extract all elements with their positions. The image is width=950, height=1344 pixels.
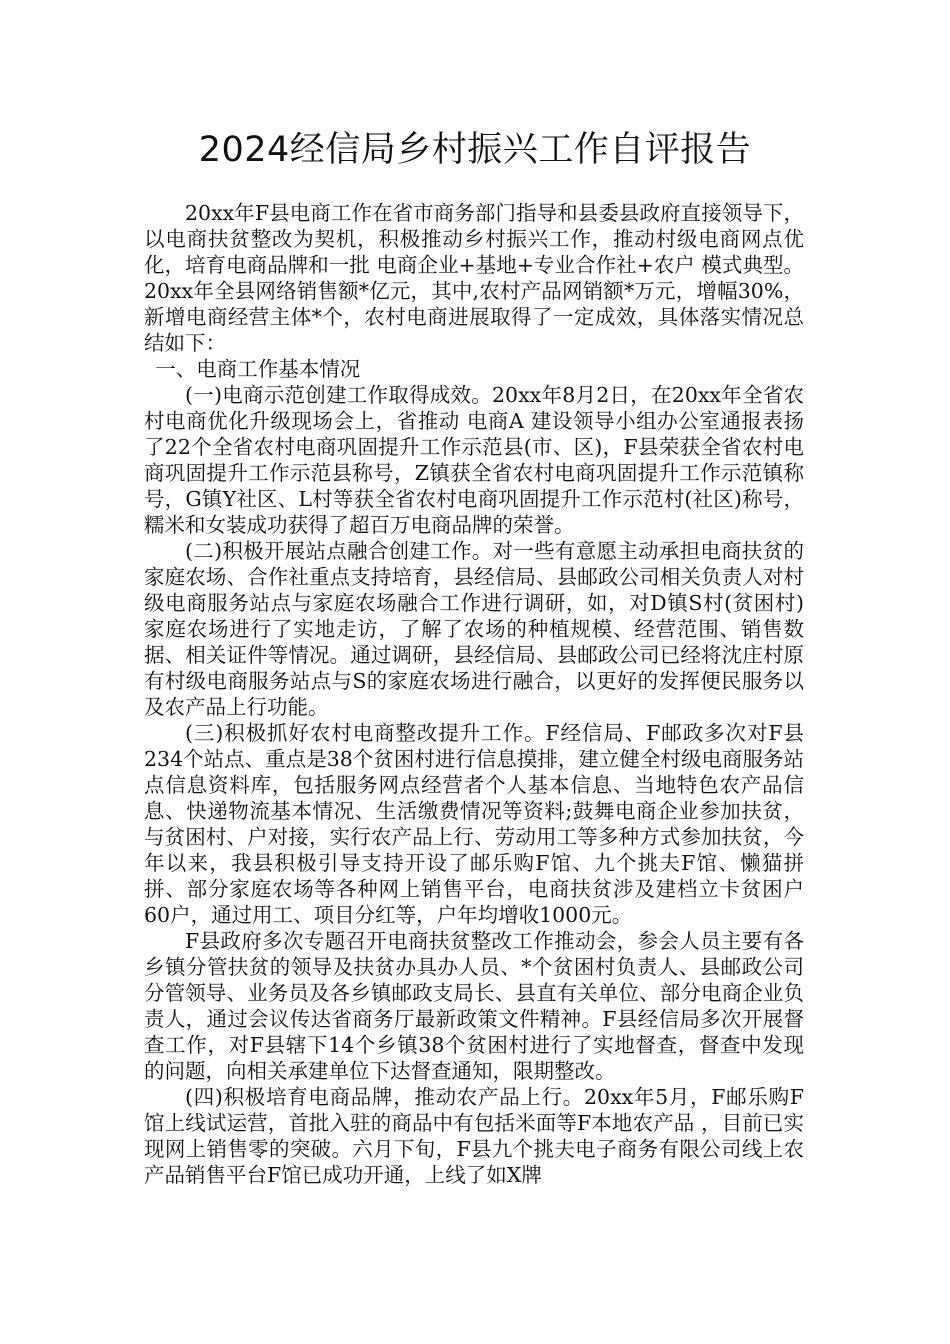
paragraph-demo-creation: (一)电商示范创建工作取得成效。20xx年8月2日，在20xx年全省农村电商优化升级现场会上，省推动 电商A 建设领导小组办公室通报表扬了22个全省农村电商巩固提升工作示范县(市、区)，F县荣获全省农村电商巩固提升工作示范县称号，Z镇获全省农村电商巩固提升工作示范镇称号，G镇Y社区、L村等获全省农村电商巩固提升工作示范村(社区)称号，糯米和女装成功获得了超百万电商品牌的荣誉。: [144, 383, 804, 537]
paragraph-rectification: (三)积极抓好农村电商整改提升工作。F经信局、F邮政多次对F县234个站点、重点是38个贫困村进行信息摸排，建立健全村级电商服务站点信息资料库，包括服务网点经营者个人基本信息、当地特色农产品信息、快递物流基本情况、生活缴费情况等资料;鼓舞电商企业参加扶贫，与贫困村、户对接，实行农产品上行、劳动用工等多种方式参加扶贫，今年以来，我县积极引导支持开设了邮乐购F馆、九个挑夫F馆、懒猫拼拼、部分家庭农场等各种网上销售平台，电商扶贫涉及建档立卡贫困户60户，通过用工、项目分红等，户年均增收1000元。: [144, 721, 804, 927]
document-title: 2024经信局乡村振兴工作自评报告: [198, 130, 752, 170]
paragraph-station-integration: (二)积极开展站点融合创建工作。对一些有意愿主动承担电商扶贫的家庭农场、合作社重点支持培育，县经信局、县邮政公司相关负责人对村级电商服务站点与家庭农场融合工作进行调研，如，对D镇S村(贫困村)家庭农场进行了实地走访，了解了农场的种植规模、经营范围、销售数据、相关证件等情况。通过调研，县经信局、县邮政公司已经将沈庄村原有村级电商服务站点与S的家庭农场进行融合，以更好的发挥便民服务以及农产品上行功能。: [144, 539, 804, 719]
document-body: [144, 200, 804, 1188]
intro-paragraph: 20xx年F县电商工作在省市商务部门指导和县委县政府直接领导下，以电商扶贫整改为契机，积极推动乡村振兴工作，推动村级电商网点优化，培育电商品牌和一批 电商企业+基地+专业合作社+农户 模式典型。20xx年全县网络销售额*亿元，其中,农村产品网销额*万元，增幅30%，新增电商经营主体*个，农村电商进展取得了一定成效，具体落实情况总结如下：: [144, 201, 804, 355]
paragraph-brand-cultivation: (四)积极培育电商品牌，推动农产品上行。20xx年5月，F邮乐购F馆上线试运营，首批入驻的商品中有包括米面等F本地农产品 ，目前已实现网上销售零的突破。六月下旬，F县九个挑夫电子商务有限公司线上农产品销售平台F馆已成功开通，上线了如X牌: [144, 1085, 804, 1187]
paragraph-government-meetings: F县政府多次专题召开电商扶贫整改工作推动会，参会人员主要有各乡镇分管扶贫的领导及扶贫办具办人员、*个贫困村负责人、县邮政公司分管领导、业务员及各乡镇邮政支局长、县直有关单位、部分电商企业负责人，通过会议传达省商务厅最新政策文件精神。F县经信局多次开展督查工作，对F县辖下14个乡镇38个贫困村进行了实地督查，督查中发现的问题，向相关承建单位下达督查通知，限期整改。: [144, 929, 804, 1083]
section-heading: 一、电商工作基本情况: [155, 357, 361, 381]
